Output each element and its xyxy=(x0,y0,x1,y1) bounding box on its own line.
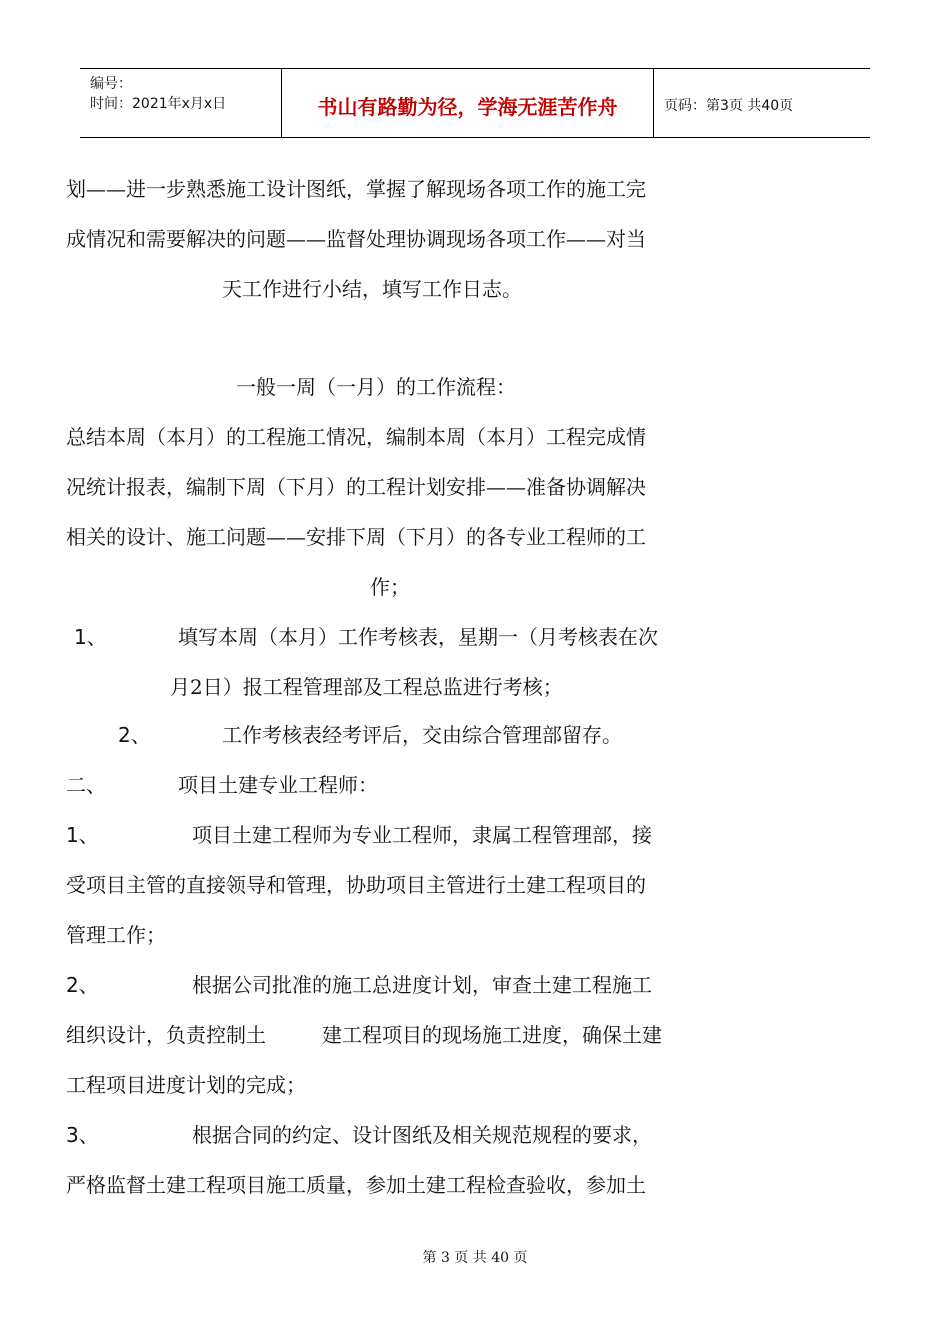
list-item-text: 填写本周（本月）工作考核表，星期一（月考核表在次 xyxy=(178,625,658,649)
body-line: 工程项目进度计划的完成； xyxy=(66,1073,306,1097)
body-line: 成情况和需要解决的问题——监督处理协调现场各项工作——对当 xyxy=(66,227,646,251)
section-heading: 项目土建专业工程师： xyxy=(178,773,378,797)
body-line: 严格监督土建工程项目施工质量，参加土建工程检查验收，参加土 xyxy=(66,1173,646,1197)
list-number: 2、 xyxy=(118,723,151,747)
header-page-cell xyxy=(654,69,870,137)
list-number: 1、 xyxy=(66,823,99,847)
body-line: 总结本周（本月）的工程施工情况，编制本周（本月）工程完成情 xyxy=(66,425,646,449)
body-line: 相关的设计、施工问题——安排下周（下月）的各专业工程师的工 xyxy=(66,525,646,549)
header-motto: 书山有路勤为径，学海无涯苦作舟 xyxy=(317,95,618,119)
body-line: 作； xyxy=(370,575,410,599)
header-page-info: 页码：第3页 共40页 xyxy=(664,98,794,114)
section-heading: 一般一周（一月）的工作流程： xyxy=(236,375,516,399)
header-table xyxy=(80,68,870,138)
header-motto-cell xyxy=(282,69,654,137)
time-label: 时间：2021年x月x日 xyxy=(90,96,227,112)
list-number: 2、 xyxy=(66,973,99,997)
list-item-text: 根据合同的约定、设计图纸及相关规范规程的要求， xyxy=(192,1123,652,1147)
list-item-text: 月2日）报工程管理部及工程总监进行考核； xyxy=(170,675,563,699)
body-line: 建工程项目的现场施工进度，确保土建 xyxy=(322,1023,662,1047)
body-line: 天工作进行小结，填写工作日志。 xyxy=(222,277,522,301)
section-number: 二、 xyxy=(66,773,106,797)
body-line: 组织设计，负责控制土 xyxy=(66,1023,266,1047)
header-meta-cell xyxy=(80,69,282,137)
list-number: 3、 xyxy=(66,1123,99,1147)
body-line: 划——进一步熟悉施工设计图纸，掌握了解现场各项工作的施工完 xyxy=(66,177,646,201)
page-footer: 第 3 页 共 40 页 xyxy=(422,1250,528,1266)
list-item-text: 工作考核表经考评后，交由综合管理部留存。 xyxy=(222,723,622,747)
code-label: 编号： xyxy=(90,76,132,92)
body-line: 受项目主管的直接领导和管理，协助项目主管进行土建工程项目的 xyxy=(66,873,646,897)
list-item-text: 项目土建工程师为专业工程师，隶属工程管理部，接 xyxy=(192,823,652,847)
body-line: 况统计报表，编制下周（下月）的工程计划安排——准备协调解决 xyxy=(66,475,646,499)
list-item-text: 根据公司批准的施工总进度计划，审查土建工程施工 xyxy=(192,973,652,997)
body-line: 管理工作； xyxy=(66,923,166,947)
list-number: 1、 xyxy=(74,625,107,649)
